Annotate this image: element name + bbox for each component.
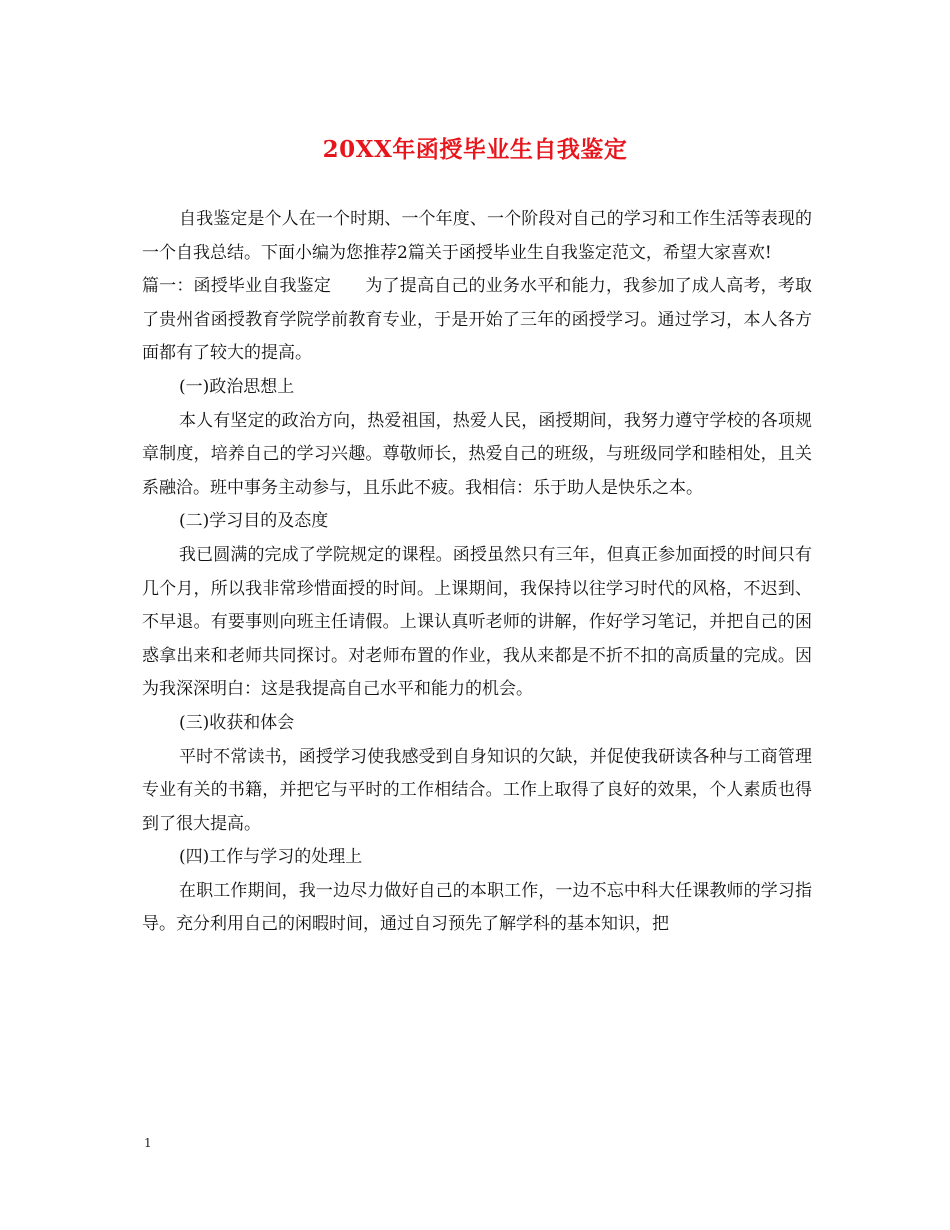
gains-paragraph: 平时不常读书，函授学习使我感受到自身知识的欠缺，并促使我研读各种与工商管理专业有关的书籍，并把它与平时的工作相结合。工作上取得了良好的效果，个人素质也得到了很大提高。 [142, 746, 812, 834]
work-study-paragraph: 在职工作期间，我一边尽力做好自己的本职工作，一边不忘中科大任课教师的学习指导。充分利用自己的闲暇时间，通过自习预先了解学科的基本知识，把 [142, 880, 812, 935]
article-one-paragraph: 篇一：函授毕业自我鉴定 为了提高自己的业务水平和能力，我参加了成人高考，考取了贵州省函授教育学院学前教育专业，于是开始了三年的函授学习。通过学习，本人各方面都有了较大的提高。 [142, 276, 812, 364]
document-title: 20XX年函授毕业生自我鉴定 [322, 136, 628, 163]
document-body [142, 203, 812, 942]
study-paragraph: 我已圆满的完成了学院规定的课程。函授虽然只有三年，但真正参加面授的时间只有几个月，所以我非常珍惜面授的时间。上课期间，我保持以往学习时代的风格，不迟到、不早退。有要事则向班主任请假。上课认真听老师的讲解，作好学习笔记，并把自己的困惑拿出来和老师共同探讨。对老师布置的作业，我从来都是不折不扣的高质量的完成。因为我深深明白：这是我提高自己水平和能力的机会。 [142, 544, 812, 700]
intro-paragraph: 自我鉴定是个人在一个时期、一个年度、一个阶段对自己的学习和工作生活等表现的一个自我总结。下面小编为您推荐2篇关于函授毕业生自我鉴定范文，希望大家喜欢! [142, 209, 812, 263]
section-heading-politics: (一)政治思想上 [179, 376, 295, 397]
politics-paragraph: 本人有坚定的政治方向，热爱祖国，热爱人民，函授期间，我努力遵守学校的各项规章制度，培养自己的学习兴趣。尊敬师长，热爱自己的班级，与班级同学和睦相处，且关系融洽。班中事务主动参与，且乐此不疲。我相信：乐于助人是快乐之本。 [142, 410, 812, 498]
section-heading-study: (二)学习目的及态度 [179, 511, 329, 532]
section-heading-work-study: (四)工作与学习的处理上 [179, 847, 363, 868]
section-heading-gains: (三)收获和体会 [179, 712, 295, 733]
page-number: 1 [144, 1136, 152, 1150]
